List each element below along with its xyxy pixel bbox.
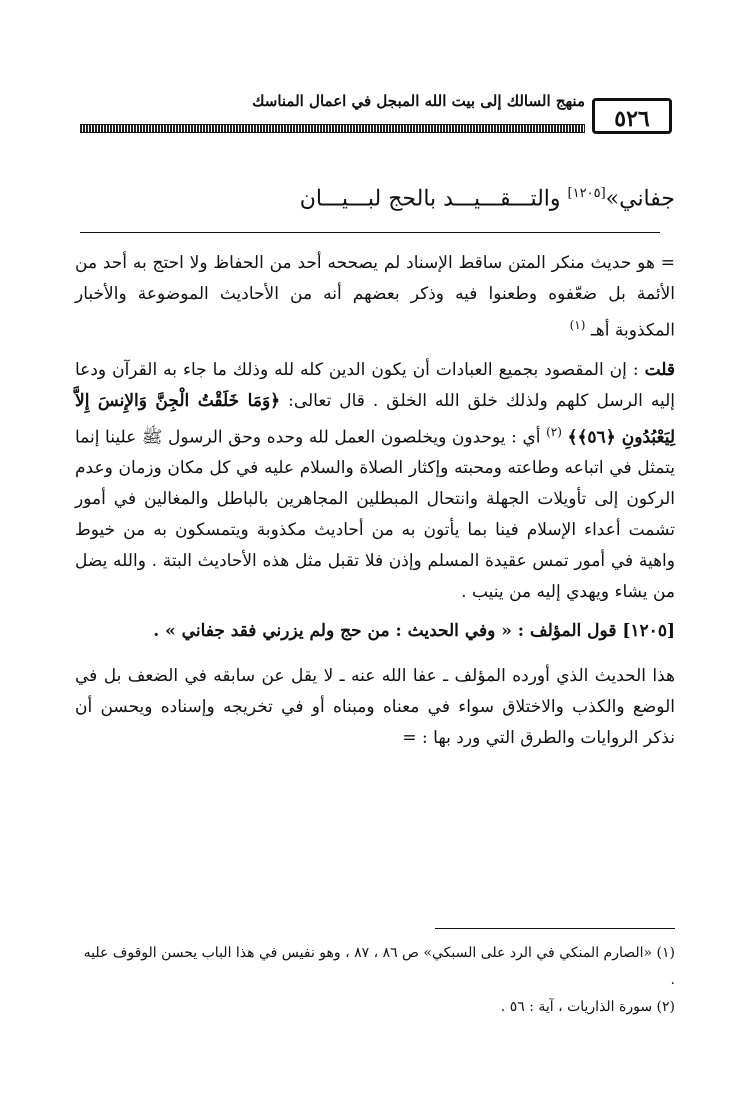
entry-label: قول المؤلف : « وفي الحديث : من حج ولم يزرني فقد جفاني » . bbox=[153, 621, 617, 642]
entry-heading bbox=[75, 616, 675, 647]
footnote-ref-1: (١) bbox=[569, 318, 586, 332]
paragraph-1 bbox=[75, 248, 675, 347]
paragraph-2-lead: قلت bbox=[644, 359, 676, 380]
paragraph-2-text-a: : إن المقصود بجميع العبادات أن يكون الدين كله لله وذلك ما جاء به القرآن ودعا إليه الرسل كلهم ولذلك خلق الله الخلق . قال تعالى: bbox=[75, 359, 676, 411]
paragraph-1-text: = هو حديث منكر المتن ساقط الإسناد لم يصححه أحد من الحفاظ ولا احتج به أحد من الأئمة بل ضعّفوه وطعنوا فيه وذكر بعضهم أنه من الأحاديث الموضوعة والأخبار المكذوبة أهـ bbox=[75, 253, 675, 341]
paragraph-2-text-b: أي : يوحدون ويخلصون العمل لله وحده وحق الرسول ﷺ علينا إنما يتمثل في اتباعه وطاعته ومحبته وإكثار الصلاة والسلام عليه في كل مكان وزمان وعدم الركون إلى تأويلات الجهلة وانتحال المبطلين المجاهرين بالباطل والمغالين في أمور تشمت أعداء الإسلام فينا بما يأتون به من أحاديث مكذوبة ويتمسكون به من خيوط واهية في أمور تمس عقيدة المسلم وإذن فلا تقبل مثل هذه الأحاديث البتة . والله يضل من يشاء ويهدي إليه من ينيب . bbox=[75, 427, 675, 603]
commentary-body bbox=[75, 248, 675, 762]
quran-verse: ﴿وَمَا خَلَقْتُ الْجِنَّ وَالإِنسَ إِلاَّ لِيَعْبُدُونِ ﴿٥٦﴾﴾ bbox=[75, 390, 676, 448]
running-title: منهج السالك إلى بيت الله المبجل في اعمال المناسك bbox=[252, 92, 585, 110]
verse-ref: [١٢٠٥] bbox=[567, 186, 606, 201]
footnote-1: (١) «الصارم المنكي في الرد على السبكي» ص ٨٦ ، ٨٧ ، وهو نفيس في هذا الباب يحسن الوقوف عليه . bbox=[83, 945, 675, 988]
footnote-2: (٢) سورة الذاريات ، آية : ٥٦ . bbox=[500, 999, 675, 1015]
header-rule bbox=[80, 124, 585, 133]
paragraph-3 bbox=[75, 661, 675, 754]
footnote-ref-2: (٢) bbox=[546, 424, 562, 439]
verse-text-end: والتـــقـــيـــد بالحج لبـــيـــان bbox=[299, 186, 561, 212]
verse-line bbox=[75, 186, 675, 211]
footnote-rule bbox=[435, 928, 675, 929]
footnotes bbox=[75, 940, 675, 1021]
paragraph-3-text: هذا الحديث الذي أورده المؤلف ـ عفا الله عنه ـ لا يقل عن سابقه في الضعف بل في الوضع والكذب والاختلاق سواء في معناه ومبناه أو في تخريجه وإسناده ويحسن أن نذكر الروايات والطرق التي ورد بها : = bbox=[75, 666, 675, 749]
entry-number: [١٢٠٥] bbox=[622, 621, 675, 642]
page-header bbox=[80, 86, 680, 142]
verse-text-start: جفاني» bbox=[605, 186, 675, 212]
verse-rule bbox=[80, 232, 660, 233]
paragraph-2 bbox=[75, 355, 675, 609]
page-number: ٥٢٦ bbox=[592, 98, 672, 134]
